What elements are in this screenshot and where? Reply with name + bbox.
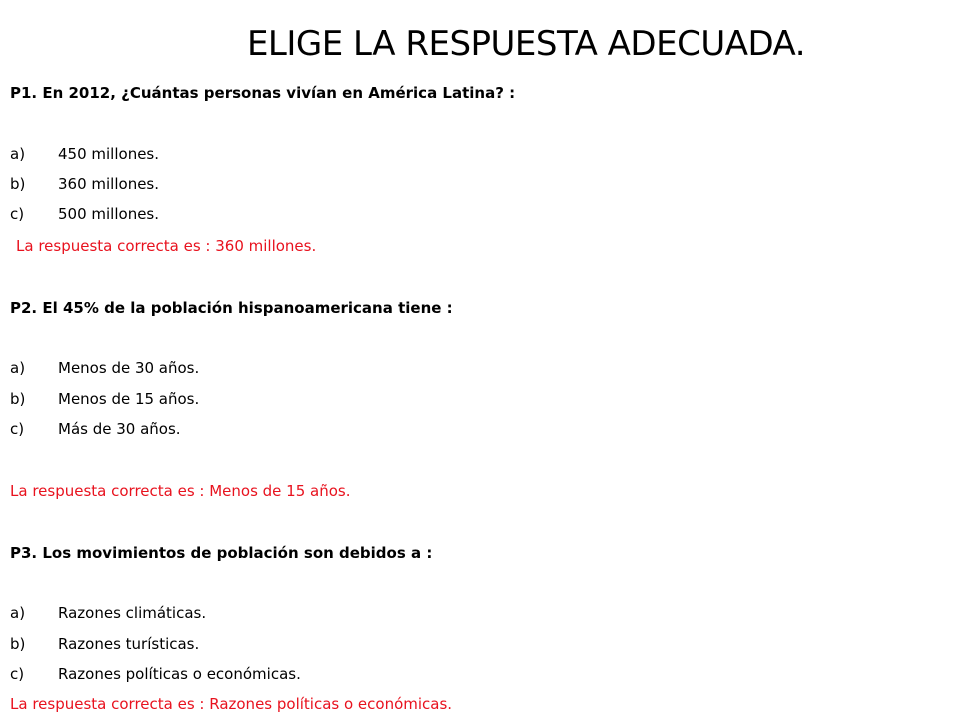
question-3-answer: La respuesta correcta es : Razones políticas o económicas. xyxy=(10,695,453,713)
option-letter: c) xyxy=(10,205,25,223)
question-1-option-a xyxy=(10,144,159,164)
question-2-option-a xyxy=(10,358,199,378)
question-3-prompt: P3. Los movimientos de población son debidos a : xyxy=(10,544,433,562)
question-2-option-b xyxy=(10,389,199,409)
question-1-answer: La respuesta correcta es : 360 millones. xyxy=(16,237,317,255)
option-letter: a) xyxy=(10,359,26,377)
option-text: 500 millones. xyxy=(58,205,160,223)
option-letter: b) xyxy=(10,175,26,193)
option-text: Menos de 15 años. xyxy=(58,390,200,408)
option-letter: c) xyxy=(10,420,25,438)
option-letter: b) xyxy=(10,390,26,408)
option-letter: a) xyxy=(10,604,26,622)
option-text: Menos de 30 años. xyxy=(58,359,200,377)
option-text: Razones políticas o económicas. xyxy=(58,665,301,683)
question-2-option-c xyxy=(10,419,181,439)
question-3-option-b xyxy=(10,634,199,654)
option-text: 450 millones. xyxy=(58,145,160,163)
question-3-option-c xyxy=(10,664,301,684)
question-1-option-c xyxy=(10,204,159,224)
option-letter: a) xyxy=(10,145,26,163)
question-3-option-a xyxy=(10,603,206,623)
option-text: Razones turísticas. xyxy=(58,635,200,653)
question-1-option-b xyxy=(10,174,159,194)
question-1-prompt: P1. En 2012, ¿Cuántas personas vivían en América Latina? : xyxy=(10,84,516,102)
option-letter: c) xyxy=(10,665,25,683)
option-letter: b) xyxy=(10,635,26,653)
question-2-answer: La respuesta correcta es : Menos de 15 años. xyxy=(10,482,351,500)
question-2-prompt: P2. El 45% de la población hispanoamericana tiene : xyxy=(10,299,453,317)
option-text: Razones climáticas. xyxy=(58,604,207,622)
page-title: ELIGE LA RESPUESTA ADECUADA. xyxy=(246,24,806,64)
option-text: 360 millones. xyxy=(58,175,160,193)
option-text: Más de 30 años. xyxy=(58,420,181,438)
